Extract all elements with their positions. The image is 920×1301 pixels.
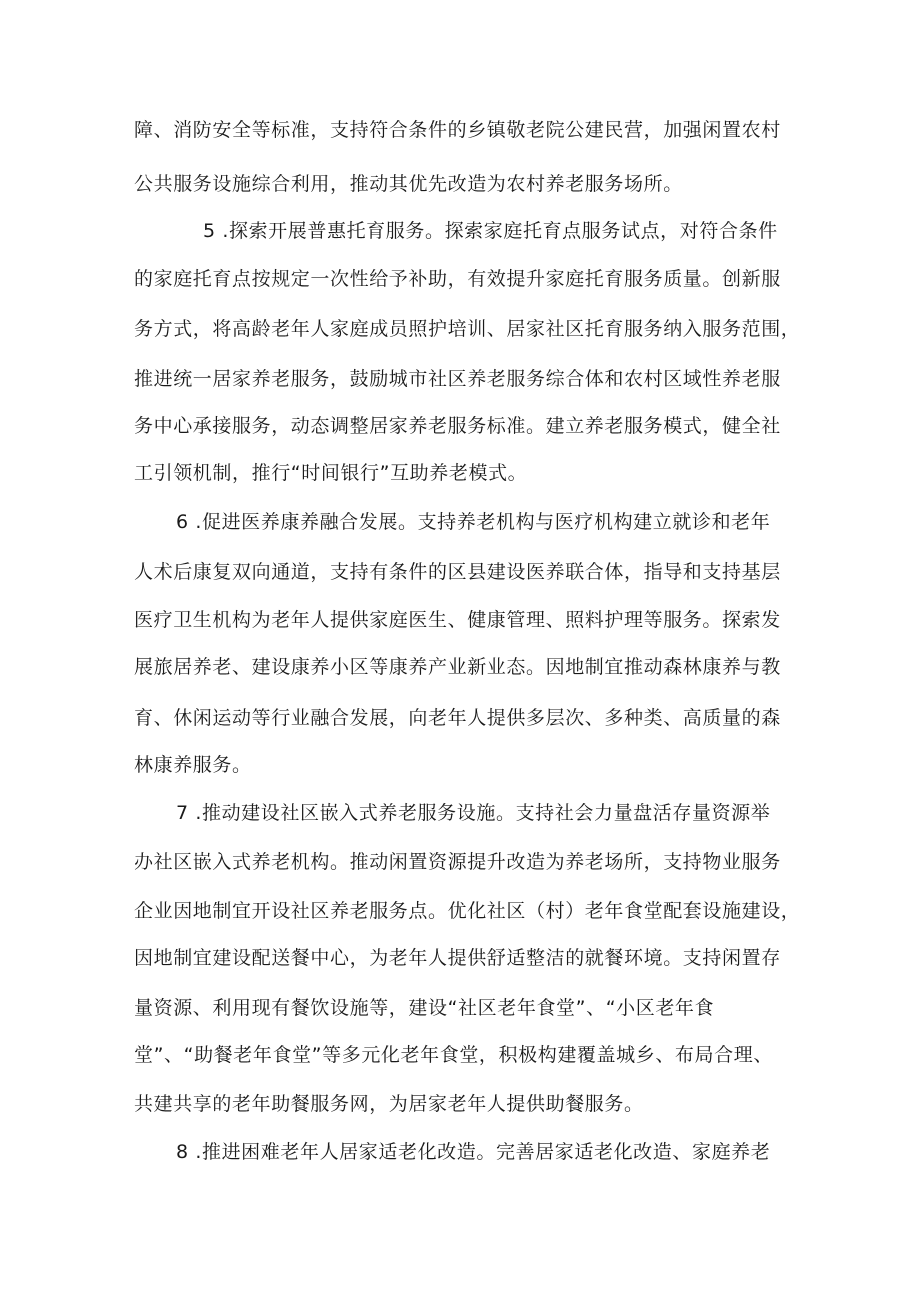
- text-line: 展旅居养老、建设康养小区等康养产业新业态。因地制宜推动森林康养与教: [134, 656, 781, 678]
- text-line: 企业因地制宜开设社区养老服务点。优化社区（村）老年食堂配套设施建设，: [134, 900, 801, 922]
- text-line: 堂”、“助餐老年食堂”等多元化老年食堂，积极构建覆盖城乡、布局合理、: [134, 1044, 773, 1066]
- text-line: 医疗卫生机构为老年人提供家庭医生、健康管理、照料护理等服务。探索发: [134, 609, 781, 631]
- text-line: 的家庭托育点按规定一次性给予补助，有效提升家庭托育服务质量。创新服: [134, 268, 781, 290]
- text-line: 公共服务设施综合利用，推动其优先改造为农村养老服务场所。: [134, 173, 683, 195]
- text-line: 工引领机制，推行“时间银行”互助养老模式。: [134, 462, 528, 484]
- text-line: 因地制宜建设配送餐中心，为老年人提供舒适整洁的就餐环境。支持闲置存: [134, 947, 781, 969]
- text-line: 林康养服务。: [134, 754, 252, 776]
- text-line: 务中心承接服务，动态调整居家养老服务标准。建立养老服务模式，健全社: [134, 415, 781, 437]
- paragraph-7-heading-line: 7 .推动建设社区嵌入式养老服务设施。支持社会力量盘活存量资源举: [176, 802, 771, 824]
- paragraph-5-heading-line: 5 .探索开展普惠托育服务。探索家庭托育点服务试点，对符合条件: [203, 220, 778, 242]
- text-line: 推进统一居家养老服务，鼓励城市社区养老服务综合体和农村区域性养老服: [134, 368, 781, 390]
- text-line: 办社区嵌入式养老机构。推动闲置资源提升改造为养老场所，支持物业服务: [134, 851, 781, 873]
- paragraph-6-heading-line: 6 .促进医养康养融合发展。支持养老机构与医疗机构建立就诊和老年: [176, 511, 771, 533]
- text-line: 育、休闲运动等行业融合发展，向老年人提供多层次、多种类、高质量的森: [134, 707, 781, 729]
- text-line: 务方式，将高龄老年人家庭成员照护培训、居家社区托育服务纳入服务范围，: [134, 318, 801, 340]
- text-line: 人术后康复双向通道，支持有条件的区县建设医养联合体，指导和支持基层: [134, 561, 781, 583]
- text-line: 量资源、利用现有餐饮设施等，建设“社区老年食堂”、“小区老年食: [134, 997, 715, 1019]
- text-line: 共建共享的老年助餐服务网，为居家老年人提供助餐服务。: [134, 1093, 644, 1115]
- text-line: 障、消防安全等标准，支持符合条件的乡镇敬老院公建民营，加强闲置农村: [134, 119, 781, 141]
- paragraph-8-heading-line: 8 .推进困难老年人居家适老化改造。完善居家适老化改造、家庭养老: [176, 1141, 771, 1163]
